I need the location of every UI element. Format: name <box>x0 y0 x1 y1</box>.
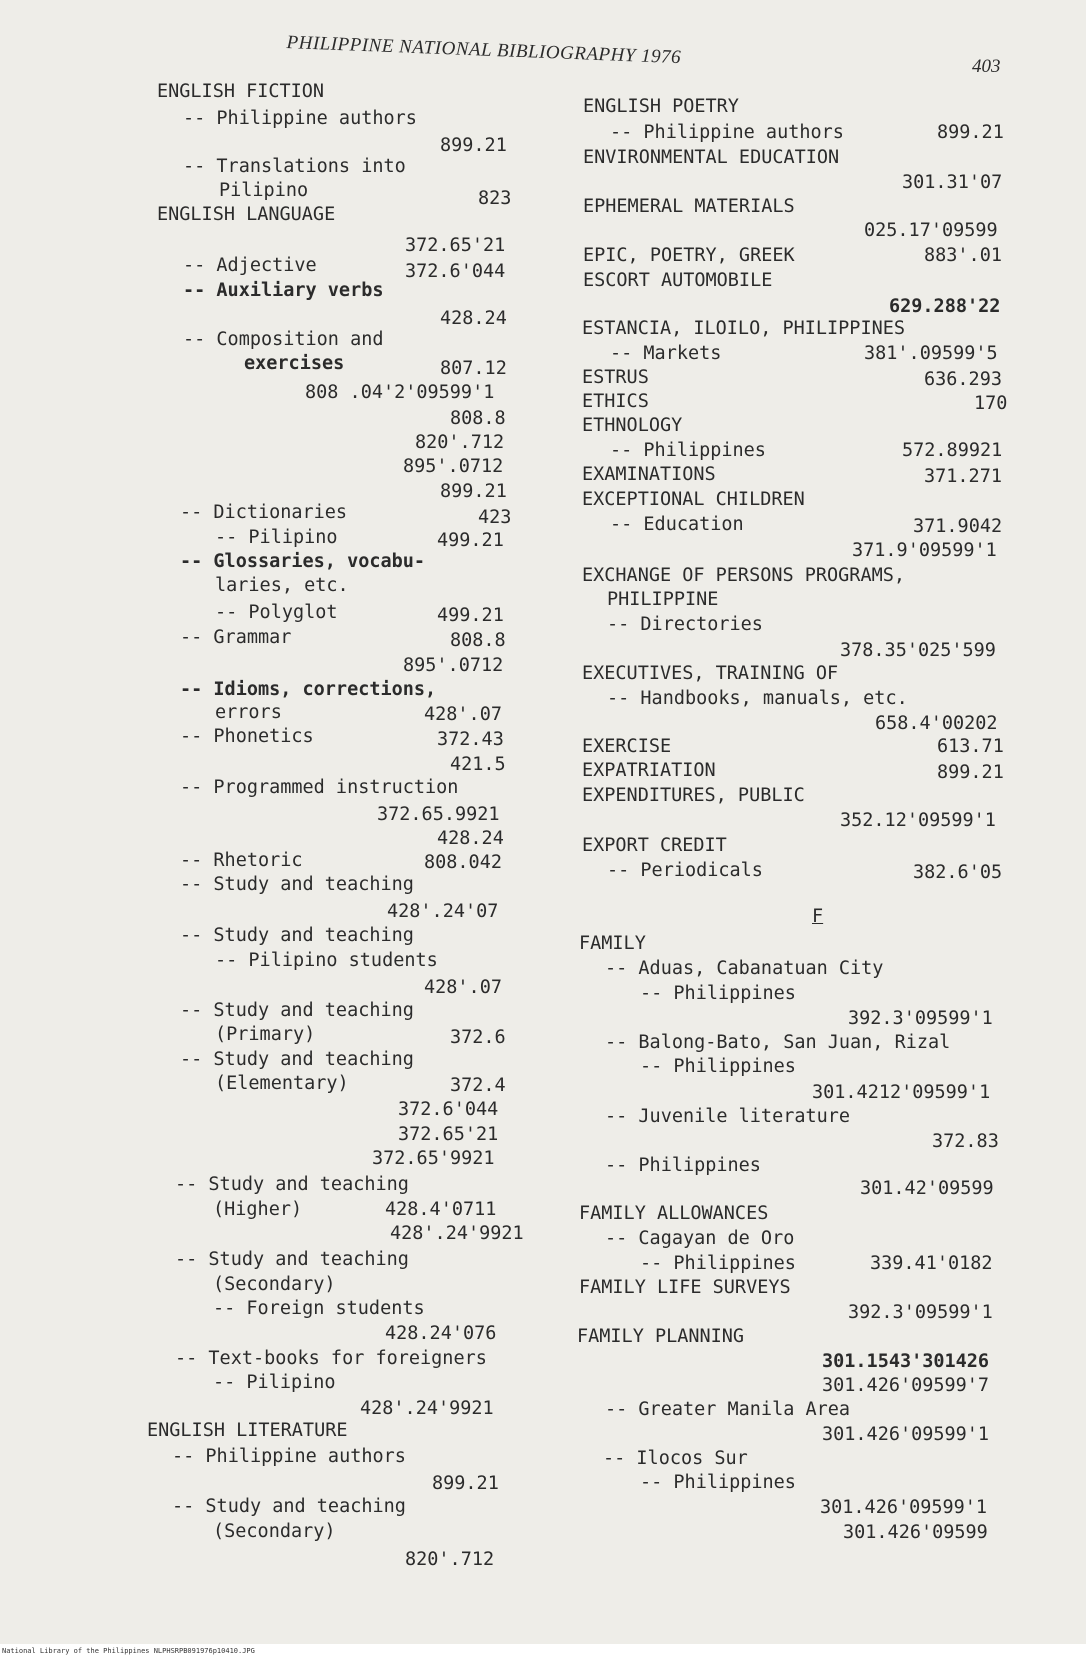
index-line: -- Philippines <box>605 1155 761 1176</box>
index-line: 499.21 <box>437 605 504 626</box>
index-line: 421.5 <box>450 754 506 775</box>
index-line: -- Aduas, Cabanatuan City <box>605 958 884 979</box>
index-line: 820'.712 <box>405 1549 495 1570</box>
index-line: errors <box>215 702 282 723</box>
index-line: EPIC, POETRY, GREEK <box>583 245 795 266</box>
index-line: -- Polyglot <box>215 602 338 623</box>
index-line: 301.4212'09599'1 <box>812 1082 991 1103</box>
index-line: 899.21 <box>440 481 507 502</box>
index-line: 372.6'044 <box>405 261 506 282</box>
index-line: EXCEPTIONAL CHILDREN <box>582 489 805 510</box>
index-line: 808.8 <box>450 408 506 429</box>
index-line: -- Cagayan de Oro <box>605 1228 795 1249</box>
index-line: 372.65'9921 <box>372 1148 495 1169</box>
index-line: FAMILY LIFE SURVEYS <box>579 1277 791 1298</box>
index-line: -- Study and teaching <box>180 1000 414 1021</box>
index-line: 392.3'09599'1 <box>848 1008 993 1029</box>
index-line: -- Education <box>610 514 744 535</box>
index-line: -- Study and teaching <box>180 925 414 946</box>
index-line: 352.12'09599'1 <box>840 810 996 831</box>
index-line: 808.8 <box>450 630 506 651</box>
index-line: -- Study and teaching <box>180 1049 414 1070</box>
index-line: -- Foreign students <box>213 1298 425 1319</box>
index-line: -- Philippines <box>640 1253 796 1274</box>
index-line: -- Pilipino students <box>215 950 438 971</box>
running-header-title: PHILIPPINE NATIONAL BIBLIOGRAPHY 1976 <box>286 32 682 69</box>
index-line: 820'.712 <box>415 432 505 453</box>
index-line: 613.71 <box>937 736 1004 757</box>
index-line: -- Study and teaching <box>172 1496 406 1517</box>
index-line: FAMILY <box>579 933 646 954</box>
index-line: 372.4 <box>450 1075 506 1096</box>
index-line: -- Composition and <box>183 329 384 350</box>
index-line: -- Rhetoric <box>180 850 303 871</box>
index-line: 301.426'09599 <box>843 1522 988 1543</box>
index-line: 301.42'09599 <box>860 1178 994 1199</box>
index-line: 170 <box>974 393 1008 414</box>
index-line: 371.9'09599'1 <box>852 540 997 561</box>
index-line: 899.21 <box>432 1473 499 1494</box>
index-line: Pilipino <box>219 180 309 201</box>
index-line: 381'.09599'5 <box>864 343 998 364</box>
index-line: ENGLISH FICTION <box>157 81 325 102</box>
index-line: 372.65'21 <box>398 1124 499 1145</box>
index-line: EXAMINATIONS <box>582 464 716 485</box>
index-line: -- Translations into <box>183 156 406 177</box>
index-line: (Higher) <box>213 1199 303 1220</box>
index-line: ETHNOLOGY <box>582 415 683 436</box>
index-line: -- Juvenile literature <box>605 1106 851 1127</box>
index-line: ESTANCIA, ILOILO, PHILIPPINES <box>582 318 906 339</box>
scan-footer: National Library of the Philippines NLPHSRPB091976p10410.JPG <box>0 1644 1086 1658</box>
index-line: ESTRUS <box>582 367 649 388</box>
index-line: 808.042 <box>424 852 502 873</box>
index-line: EPHEMERAL MATERIALS <box>583 196 795 217</box>
index-line: EXECUTIVES, TRAINING OF <box>582 663 839 684</box>
index-line: 899.21 <box>937 762 1004 783</box>
index-line: 428.24 <box>437 828 504 849</box>
index-line: 301.426'09599'7 <box>822 1375 990 1396</box>
index-line: -- Idioms, corrections, <box>180 679 437 700</box>
index-line: 301.426'09599'1 <box>820 1497 988 1518</box>
index-line: 807.12 <box>440 358 507 379</box>
index-line: -- Markets <box>610 343 722 364</box>
index-line: 636.293 <box>924 369 1002 390</box>
index-line: 895'.0712 <box>403 655 504 676</box>
index-line: EXERCISE <box>582 736 672 757</box>
index-line: 339.41'0182 <box>870 1253 993 1274</box>
index-line: 301.1543'301426 <box>822 1351 990 1372</box>
index-line: 883'.01 <box>924 245 1002 266</box>
index-line: EXPATRIATION <box>582 760 716 781</box>
index-line: ENGLISH POETRY <box>583 96 739 117</box>
index-line: 378.35'025'599 <box>840 640 996 661</box>
index-line: 371.271 <box>924 466 1002 487</box>
index-line: exercises <box>244 353 345 374</box>
index-line: 371.9042 <box>913 516 1003 537</box>
index-line: 301.31'07 <box>902 172 1003 193</box>
index-line: ENGLISH LANGUAGE <box>157 204 336 225</box>
index-line: -- Text-books for foreigners <box>175 1348 487 1369</box>
section-letter: F <box>812 906 824 927</box>
index-line: -- Auxiliary verbs <box>183 280 384 301</box>
index-line: -- Periodicals <box>607 860 763 881</box>
index-line: 658.4'00202 <box>875 713 998 734</box>
index-line: 895'.0712 <box>403 456 504 477</box>
index-line: 823 <box>478 188 512 209</box>
index-line: 428.24'076 <box>385 1323 497 1344</box>
index-line: 428'.07 <box>424 704 502 725</box>
index-line: -- Pilipino <box>213 1372 336 1393</box>
index-line: 372.65.9921 <box>377 804 500 825</box>
index-line: 372.65'21 <box>405 235 506 256</box>
index-line: FAMILY ALLOWANCES <box>579 1203 769 1224</box>
index-line: -- Philippines <box>610 440 766 461</box>
index-line: 428'.24'07 <box>387 901 499 922</box>
index-line: 382.6'05 <box>913 862 1003 883</box>
page-number: 403 <box>972 56 1001 77</box>
index-line: -- Philippine authors <box>183 108 417 129</box>
index-line: (Secondary) <box>213 1274 336 1295</box>
index-line: EXCHANGE OF PERSONS PROGRAMS, <box>582 565 906 586</box>
index-line: 423 <box>478 507 512 528</box>
index-line: FAMILY PLANNING <box>577 1326 745 1347</box>
index-line: 572.89921 <box>902 440 1003 461</box>
index-line: 899.21 <box>440 135 507 156</box>
index-line: 428'.24'9921 <box>360 1398 494 1419</box>
index-line: EXPORT CREDIT <box>582 835 727 856</box>
index-line: 372.6'044 <box>398 1099 499 1120</box>
index-line: 372.43 <box>437 729 504 750</box>
index-line: -- Study and teaching <box>175 1174 409 1195</box>
index-line: -- Study and teaching <box>175 1249 409 1270</box>
index-line: -- Handbooks, manuals, etc. <box>607 688 908 709</box>
index-line: PHILIPPINE <box>607 589 719 610</box>
index-line: (Primary) <box>215 1024 316 1045</box>
index-line: 372.6 <box>450 1027 506 1048</box>
index-line: -- Ilocos Sur <box>603 1448 748 1469</box>
index-line: ENVIRONMENTAL EDUCATION <box>583 147 840 168</box>
index-line: 428'.07 <box>424 977 502 998</box>
index-line: (Elementary) <box>215 1073 349 1094</box>
index-line: -- Philippines <box>640 1472 796 1493</box>
index-line: 392.3'09599'1 <box>848 1302 993 1323</box>
index-line: ENGLISH LITERATURE <box>147 1420 348 1441</box>
index-line: 899.21 <box>937 122 1004 143</box>
index-line: 428.24 <box>440 308 507 329</box>
index-line: -- Philippines <box>640 983 796 1004</box>
index-line: 301.426'09599'1 <box>822 1424 990 1445</box>
index-line: 428.4'0711 <box>385 1199 497 1220</box>
index-line: -- Phonetics <box>180 726 314 747</box>
index-line: -- Philippine authors <box>610 122 844 143</box>
index-line: 025.17'09599 <box>864 220 998 241</box>
index-line: -- Directories <box>607 614 763 635</box>
index-line: ESCORT AUTOMOBILE <box>583 270 773 291</box>
index-line: (Secondary) <box>213 1521 336 1542</box>
index-line: -- Philippines <box>640 1056 796 1077</box>
index-line: -- Adjective <box>183 255 317 276</box>
index-line: -- Grammar <box>180 627 292 648</box>
index-line: ETHICS <box>582 391 649 412</box>
index-line: -- Balong-Bato, San Juan, Rizal <box>605 1032 951 1053</box>
index-line: -- Philippine authors <box>172 1446 406 1467</box>
index-line: -- Programmed instruction <box>180 777 459 798</box>
index-line: 428'.24'9921 <box>390 1223 524 1244</box>
index-line: -- Dictionaries <box>180 502 348 523</box>
index-line: 372.83 <box>932 1131 999 1152</box>
index-line: laries, etc. <box>215 575 349 596</box>
index-line: -- Glossaries, vocabu- <box>180 551 426 572</box>
index-line: -- Greater Manila Area <box>605 1399 851 1420</box>
index-line: 629.288'22 <box>889 296 1001 317</box>
index-line: 808 .04'2'09599'1 <box>305 382 495 403</box>
index-line: -- Pilipino <box>215 527 338 548</box>
index-line: -- Study and teaching <box>180 874 414 895</box>
index-line: EXPENDITURES, PUBLIC <box>582 785 805 806</box>
index-line: 499.21 <box>437 530 504 551</box>
